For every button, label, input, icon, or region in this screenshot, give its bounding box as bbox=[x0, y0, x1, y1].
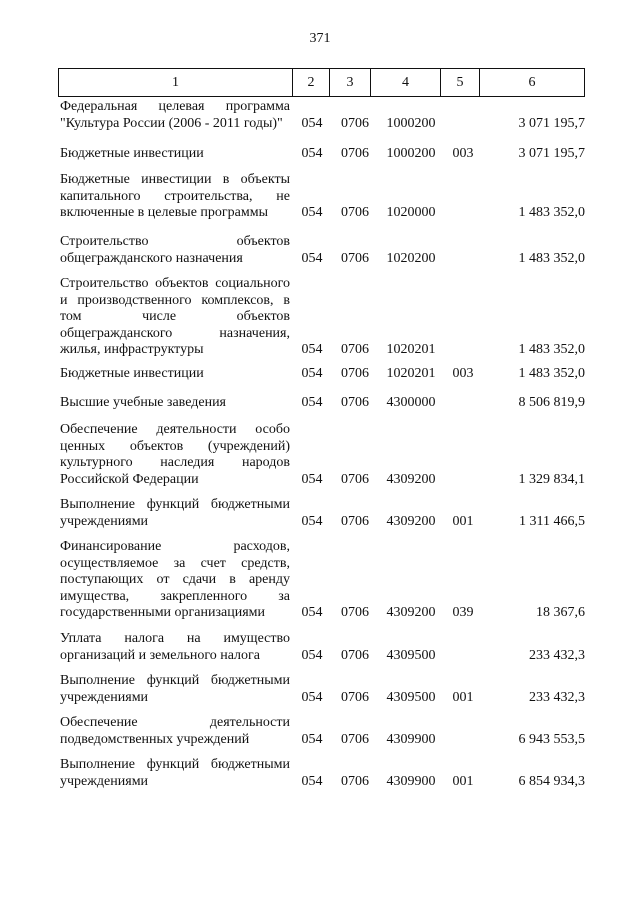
row-cell-c4: 4300000 bbox=[386, 395, 436, 410]
column-header-6: 6 bbox=[480, 69, 585, 97]
row-cell-c6: 233 432,3 bbox=[529, 647, 585, 663]
row-cell-c3: 0706 bbox=[341, 647, 369, 663]
row-description: Бюджетные инвестиции в объекты капитального строительства, не включенные в целевые программы bbox=[60, 172, 290, 220]
row-cell-c2: 054 bbox=[301, 605, 323, 620]
column-header-4: 4 bbox=[371, 69, 441, 97]
row-cell-c3: 0706 bbox=[341, 773, 369, 789]
row-cell-c2: 054 bbox=[301, 366, 323, 381]
row-cell-c2: 054 bbox=[301, 773, 323, 789]
row-cell-c5: 001 bbox=[452, 513, 474, 529]
row-cell-c4: 4309900 bbox=[386, 731, 436, 747]
row-cell-c3: 0706 bbox=[341, 513, 369, 529]
row-description: Бюджетные инвестиции bbox=[60, 146, 204, 161]
row-cell-c6: 3 071 195,7 bbox=[518, 115, 585, 131]
row-description: Выполнение функций бюджетными учреждениями bbox=[60, 673, 290, 705]
row-cell-c6: 6 854 934,3 bbox=[518, 773, 585, 789]
row-cell-c6: 1 483 352,0 bbox=[518, 366, 585, 381]
row-cell-c4: 4309200 bbox=[386, 605, 436, 620]
row-cell-c5: 001 bbox=[452, 773, 474, 789]
row-description: Федеральная целевая программа "Культура России (2006 - 2011 годы)" bbox=[60, 99, 290, 131]
row-cell-c2: 054 bbox=[301, 731, 323, 747]
row-description: Финансирование расходов, осуществляемое за счет средств, поступающих от сдачи в аренду имущества, закрепленного за государственными организациями bbox=[60, 539, 290, 620]
row-cell-c4: 1020200 bbox=[386, 250, 436, 266]
row-description: Выполнение функций бюджетными учреждениями bbox=[60, 757, 290, 789]
row-cell-c2: 054 bbox=[301, 250, 323, 266]
row-description: Обеспечение деятельности особо ценных объектов (учреждений) культурного наследия народов Российской Федерации bbox=[60, 422, 290, 487]
row-cell-c4: 4309200 bbox=[386, 513, 436, 529]
row-cell-c6: 6 943 553,5 bbox=[518, 731, 585, 747]
row-cell-c4: 1020201 bbox=[386, 342, 436, 357]
row-cell-c5: 001 bbox=[452, 689, 474, 705]
row-cell-c3: 0706 bbox=[341, 342, 369, 357]
row-description: Выполнение функций бюджетными учреждениями bbox=[60, 497, 290, 529]
row-cell-c5: 039 bbox=[452, 605, 474, 620]
row-cell-c4: 1000200 bbox=[386, 115, 436, 131]
row-cell-c6: 1 311 466,5 bbox=[519, 513, 585, 529]
row-cell-c2: 054 bbox=[301, 689, 323, 705]
row-cell-c2: 054 bbox=[301, 471, 323, 487]
column-header-5: 5 bbox=[441, 69, 480, 97]
column-header-1: 1 bbox=[59, 69, 293, 97]
row-cell-c6: 1 329 834,1 bbox=[518, 471, 585, 487]
row-cell-c4: 1020201 bbox=[386, 366, 436, 381]
row-cell-c6: 233 432,3 bbox=[529, 689, 585, 705]
row-description: Уплата налога на имущество организаций и земельного налога bbox=[60, 631, 290, 663]
row-cell-c4: 4309200 bbox=[386, 471, 436, 487]
row-cell-c5: 003 bbox=[452, 146, 474, 161]
column-header-2: 2 bbox=[293, 69, 330, 97]
row-cell-c2: 054 bbox=[301, 205, 323, 220]
row-cell-c5: 003 bbox=[452, 366, 474, 381]
row-cell-c4: 1020000 bbox=[386, 205, 436, 220]
row-cell-c4: 1000200 bbox=[386, 146, 436, 161]
row-cell-c4: 4309500 bbox=[386, 647, 436, 663]
row-cell-c3: 0706 bbox=[341, 689, 369, 705]
row-cell-c3: 0706 bbox=[341, 205, 369, 220]
row-cell-c3: 0706 bbox=[341, 395, 369, 410]
row-description: Строительство объектов социального и производственного комплексов, в том числе объектов общегражданского назначения, жилья, инфраструктуры bbox=[60, 276, 290, 357]
row-cell-c6: 3 071 195,7 bbox=[518, 146, 585, 161]
page-number: 371 bbox=[309, 31, 331, 46]
row-cell-c2: 054 bbox=[301, 395, 323, 410]
row-cell-c2: 054 bbox=[301, 342, 323, 357]
row-cell-c3: 0706 bbox=[341, 146, 369, 161]
row-description: Строительство объектов общегражданского назначения bbox=[60, 234, 290, 266]
row-cell-c4: 4309900 bbox=[386, 773, 436, 789]
row-cell-c3: 0706 bbox=[341, 471, 369, 487]
row-cell-c3: 0706 bbox=[341, 115, 369, 131]
row-cell-c2: 054 bbox=[301, 647, 323, 663]
column-header-3: 3 bbox=[330, 69, 371, 97]
row-cell-c2: 054 bbox=[301, 146, 323, 161]
row-cell-c6: 1 483 352,0 bbox=[518, 250, 585, 266]
row-cell-c2: 054 bbox=[301, 513, 323, 529]
row-description: Обеспечение деятельности подведомственных учреждений bbox=[60, 715, 290, 747]
row-cell-c4: 4309500 bbox=[386, 689, 436, 705]
row-cell-c3: 0706 bbox=[341, 366, 369, 381]
row-cell-c3: 0706 bbox=[341, 605, 369, 620]
row-cell-c2: 054 bbox=[301, 115, 323, 131]
column-header-row bbox=[59, 69, 585, 97]
row-description: Высшие учебные заведения bbox=[60, 395, 226, 410]
row-cell-c6: 8 506 819,9 bbox=[518, 395, 585, 410]
row-cell-c6: 1 483 352,0 bbox=[518, 205, 585, 220]
row-cell-c3: 0706 bbox=[341, 731, 369, 747]
column-header-table bbox=[58, 68, 585, 97]
row-cell-c6: 18 367,6 bbox=[536, 605, 585, 620]
row-cell-c3: 0706 bbox=[341, 250, 369, 266]
row-description: Бюджетные инвестиции bbox=[60, 366, 204, 381]
row-cell-c6: 1 483 352,0 bbox=[518, 342, 585, 357]
